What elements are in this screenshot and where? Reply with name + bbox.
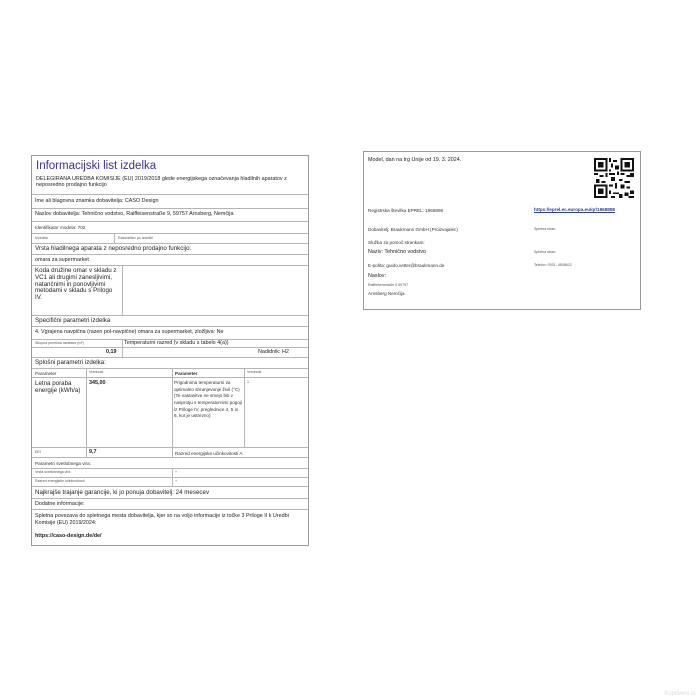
eprel-registration: Registrska številka EPREL: 1968898 (368, 208, 444, 213)
eprel-info-card (363, 151, 641, 310)
supplier-website-link[interactable]: https://caso-design.de/de/ (35, 533, 102, 539)
light-type-row (32, 468, 308, 477)
annual-energy-value: 345,00 (89, 380, 106, 386)
device-type-row (32, 243, 308, 254)
contact-name: Naziv: Tehnično vodstvo (368, 249, 427, 255)
warranty-row (32, 486, 308, 498)
regulation-text: DELEGIRANA UREDBA KOMISIJE (EU) 2019/2018 glede energijskega označevanja hladilnih aparatov z neposredno prodajno funkcijo (36, 176, 287, 188)
sheet-title: Informacijski list izdelka (36, 160, 157, 172)
vertical-cabinet: 4. Vgrajena navpična (razen pol-navpične) omara za supermarket, zložljiva: Ne (35, 329, 224, 335)
category-code: Koda družine omar v skladu z VC1 ali drugimi zanesljivimi, natančnimi in ponovljivimi metodami v skladu s Prilogo IV. (35, 267, 117, 302)
device-type-value-row (32, 254, 308, 265)
site-watermark: Kupitveni.si (664, 691, 695, 697)
temperature-value: 1 (247, 380, 249, 384)
model-id-row (32, 221, 308, 233)
annual-energy-label: Letna poraba energije (kWh/a) (35, 380, 81, 394)
header-parameter-2: Parameter (175, 371, 198, 376)
light-class-label: Razred energijske učinkovitosti (35, 479, 85, 483)
model-date: Model, dan na trg Unije od 19. 3. 2024. (368, 157, 462, 163)
general-params: Splošni parametri izdelka: (35, 359, 106, 366)
additional-row (32, 498, 308, 509)
contact-phone: Telefon: 0931- 4508622 (534, 263, 572, 267)
temp-class-value: Nadidnik: H2 (258, 349, 289, 355)
eei-label: EEI (35, 450, 41, 454)
header-value-2: Vrednost (247, 370, 262, 374)
light-type-value: + (175, 470, 178, 474)
address-label: Naslov: (368, 273, 386, 279)
supplier-name: Ime ali blagovna znamka dobavitelja: CASO Design (35, 198, 159, 204)
product-info-sheet (31, 155, 309, 546)
additional-info: Dodatne informacije: (35, 501, 85, 507)
website-label-2: Spletna stran: (534, 250, 557, 254)
vertical-row (32, 326, 308, 339)
display-area-label: Skupna površina razstave (m²) (35, 341, 84, 345)
supplier-name-row (32, 194, 308, 208)
header-parameter: Parameter (35, 371, 57, 376)
display-area-value: 0,19 (106, 349, 117, 355)
eprel-link[interactable]: https://eprel.ec.europa.eu/qr/1968898 (534, 207, 615, 212)
customer-service: Služba za pomoč strankam: (368, 240, 425, 245)
header-value: Vrednost (89, 370, 104, 374)
light-type-label: Vrsta svetlobnega vira (35, 470, 71, 474)
light-class-row (32, 477, 308, 486)
specific-params-row (32, 315, 308, 326)
specific-params: Specifični parametri izdelka (35, 317, 111, 324)
address-street: Raiffeisenstraße 9 59757 (368, 283, 409, 287)
use-value: Razvrstitev po izvedbi (118, 236, 153, 240)
light-params: Parametri svetlobnega vira: (35, 461, 91, 466)
use-label: Izvedba (35, 236, 48, 240)
eei-value: 9,7 (89, 449, 97, 455)
supplier-address-row (32, 208, 308, 221)
light-params-row (32, 457, 308, 468)
params-header-row (32, 368, 308, 377)
contact-email[interactable]: E-pošta: guido.vetter@braukmann.de (368, 263, 445, 268)
web-ref-row (32, 509, 308, 547)
qr-code-icon[interactable] (594, 158, 634, 198)
website-label: Spletna stran: (534, 227, 557, 231)
address-city: Arnsberg Nemčija (368, 291, 405, 296)
model-id: Identifikator modela: 702 (35, 225, 86, 230)
use-row (32, 233, 308, 243)
supplier-address: Naslov dobavitelja: Tehnično vodstvo, Raiffeisenstraße 9, 59757 Arnsberg, Nemčija (35, 211, 234, 217)
device-type: Vrsta hladilnega aparata z neposredno prodajno funkcijo: (35, 245, 192, 252)
display-area-value-row (32, 347, 308, 357)
annual-energy-row (32, 377, 308, 447)
eei-row (32, 447, 308, 457)
web-reference: Spletna povezava do spletnega mesta dobavitelja, kjer so na voljo informacije iz točke 3 Priloge II k Uredbi Komisije (EU) 2019/2024: (35, 513, 289, 527)
temperature-description: Prigodnima temperaturni za optimalno shranjevanje živil (°C) (Te nastavitve ne smejo biti v nasprotju s temperaturnimi pogoji iz Priloge IV, preglednice 4, 5 in 6, kot je ustrezno) (174, 380, 242, 419)
display-area-row (32, 339, 308, 347)
category-code-row (32, 265, 308, 315)
energy-class-label: Razred energijske učinkovitosti A (175, 451, 243, 456)
device-type-value: omara za supermarket (35, 257, 89, 263)
temp-class-label: Temperaturni razred (v skladu s tabelo 4(a)) (124, 340, 229, 346)
warranty: Najkrajše trajanje garancije, ki jo ponuja dobavitelj: 24 mesecev (35, 489, 210, 496)
light-class-value: + (175, 479, 178, 483)
general-params-row (32, 357, 308, 368)
supplier: Dobavitelj: Braukmann GmbH (Proizvajalec) (368, 227, 458, 232)
